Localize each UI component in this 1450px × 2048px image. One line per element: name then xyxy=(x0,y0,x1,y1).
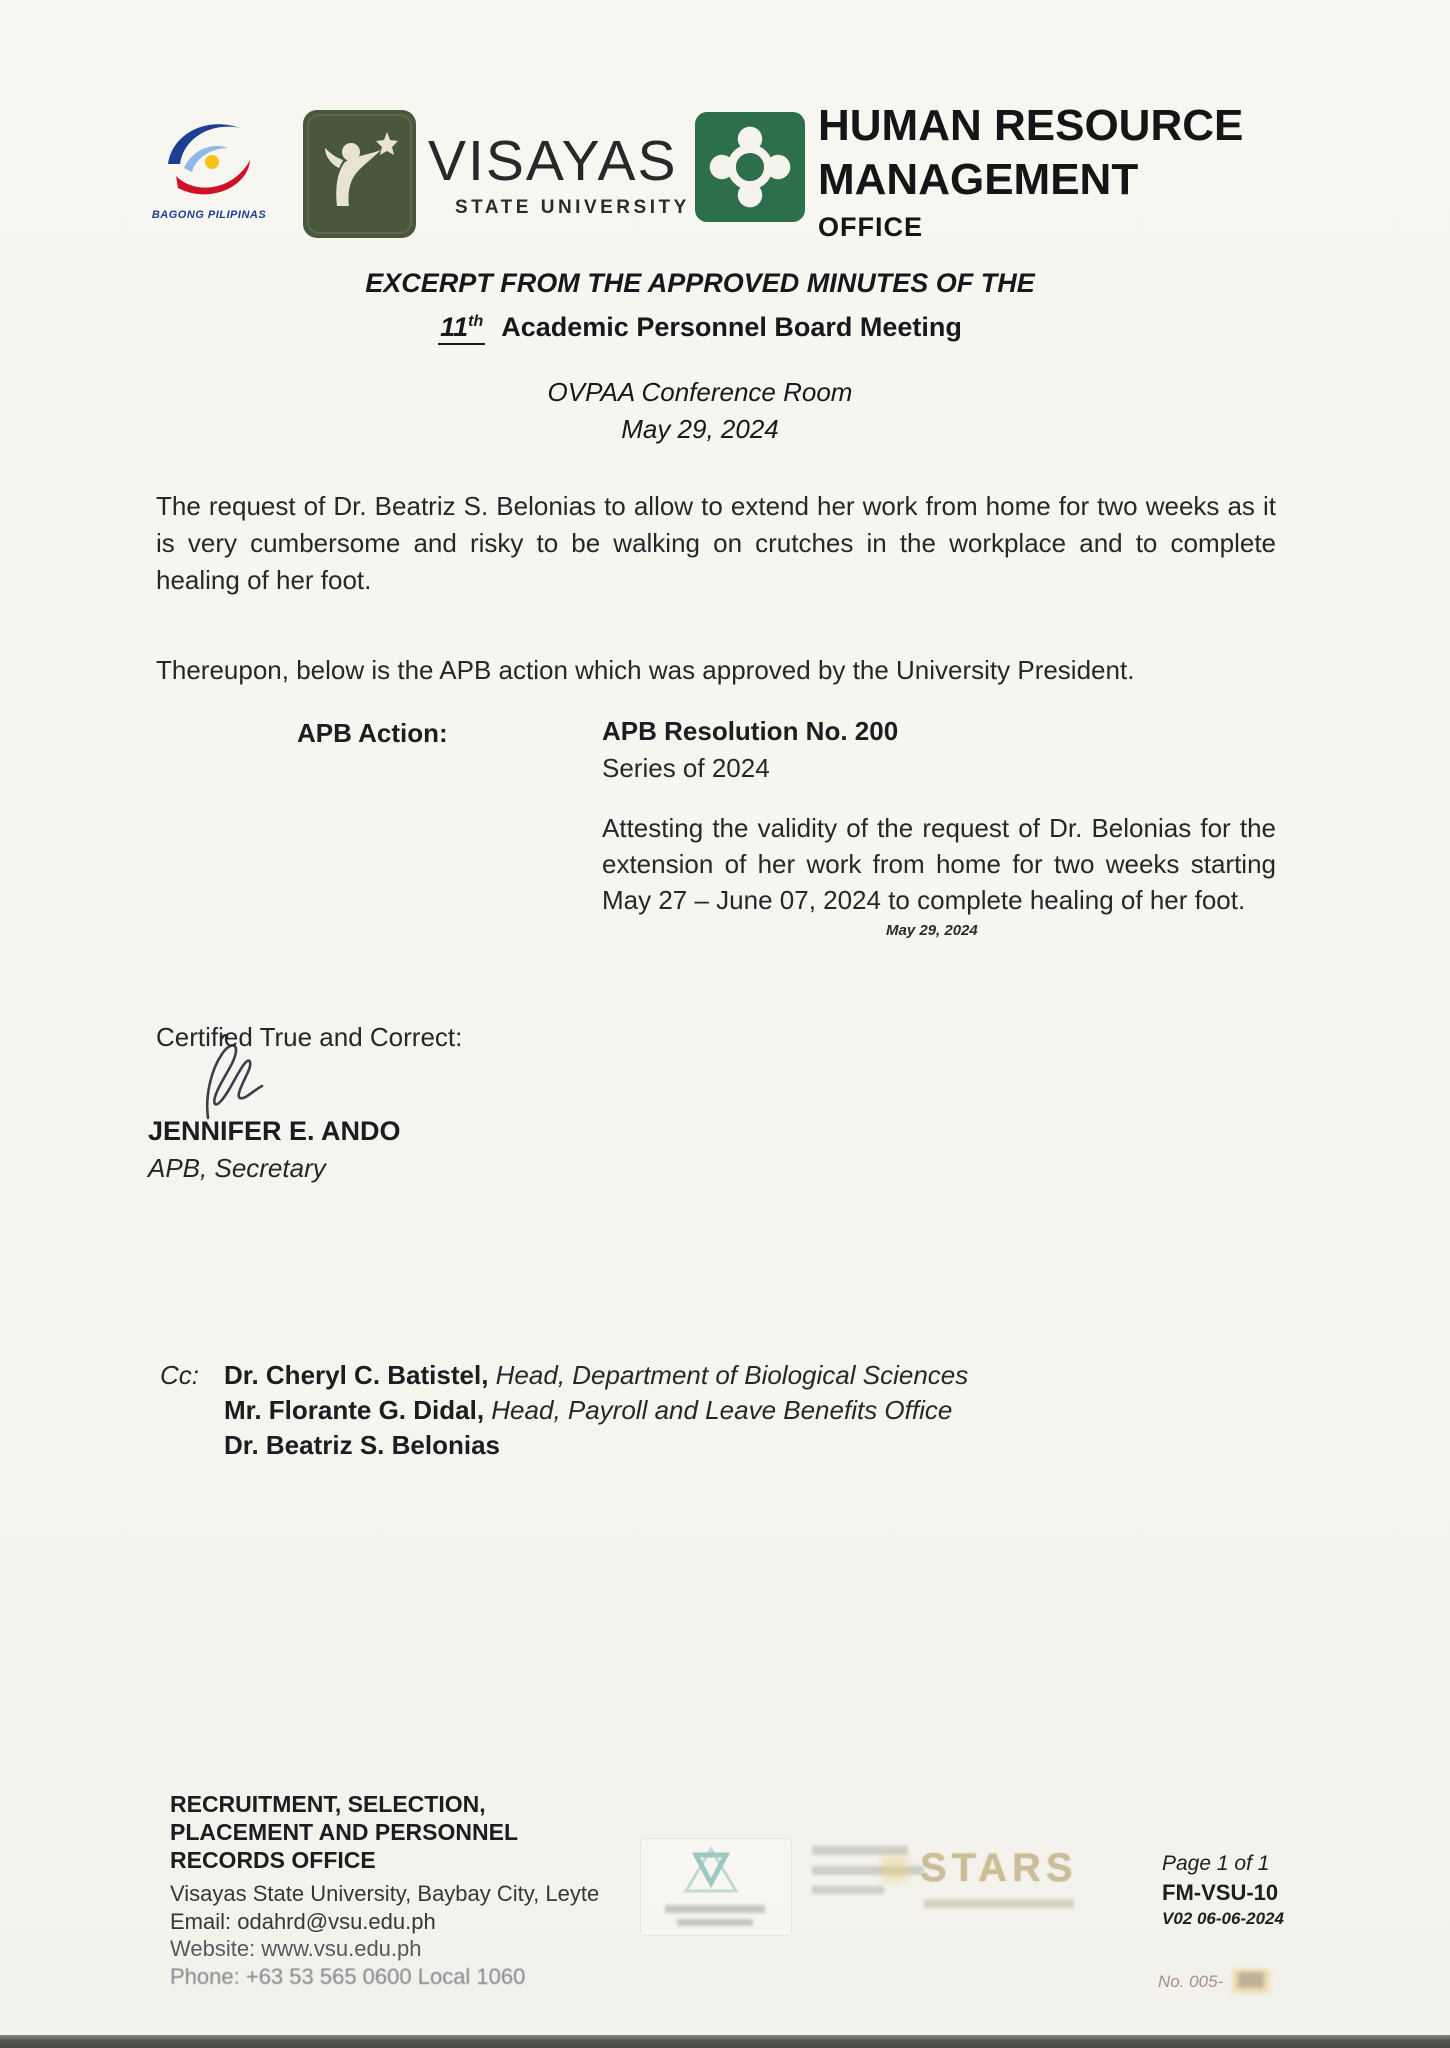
meeting-date: May 29, 2024 xyxy=(621,414,779,444)
body-paragraph-1: The request of Dr. Beatriz S. Belonias to allow to extend her work from home for two weeks as it is very cumbersome and risky to be walking on crutches in the workplace and to complete healing of her foot. xyxy=(156,491,1276,595)
certification-label: Certified True and Correct: xyxy=(156,1022,463,1052)
signature-icon xyxy=(178,1030,278,1130)
bagong-pilipinas-label: BAGONG PILIPINAS xyxy=(151,209,267,221)
certification-stamp-box xyxy=(640,1838,792,1936)
title-line-1: EXCERPT FROM THE APPROVED MINUTES OF THE xyxy=(365,268,1035,298)
footer-office-line1: RECRUITMENT, SELECTION, xyxy=(170,1791,486,1817)
meeting-name: Academic Personnel Board Meeting xyxy=(501,312,962,342)
footer-office-name xyxy=(170,1790,518,1874)
resolution-date: May 29, 2024 xyxy=(886,922,978,939)
stars-stamp-blob xyxy=(882,1856,908,1882)
form-code: FM-VSU-10 xyxy=(1162,1880,1279,1905)
cc-list xyxy=(224,1358,968,1463)
faded-text-bar xyxy=(812,1846,908,1855)
signatory-name: JENNIFER E. ANDO xyxy=(148,1116,401,1146)
page-number: Page 1 of 1 xyxy=(1162,1852,1270,1875)
cc-entry-name: Dr. Beatriz S. Belonias xyxy=(224,1430,500,1460)
footer-address: Visayas State University, Baybay City, Leyte xyxy=(170,1881,600,1906)
signature-scribble xyxy=(178,1030,278,1135)
cc-section xyxy=(160,1358,968,1463)
apb-resolution-block xyxy=(602,716,1276,939)
hrmo-title-line1: HUMAN RESOURCE xyxy=(818,101,1244,150)
cc-label: Cc: xyxy=(160,1360,199,1390)
cc-entry-role: Head, Payroll and Leave Benefits Office xyxy=(491,1395,953,1425)
cc-entry xyxy=(224,1393,968,1428)
hrmo-icon xyxy=(695,112,805,222)
faded-text-bar xyxy=(812,1886,884,1894)
bagong-pilipinas-icon xyxy=(154,106,264,202)
resolution-title: APB Resolution No. 200 xyxy=(602,716,899,746)
form-version: V02 06-06-2024 xyxy=(1162,1909,1284,1928)
cc-entry xyxy=(224,1428,968,1463)
vsu-wordmark: VISAYAS xyxy=(428,129,678,193)
hrmo-title-line2: MANAGEMENT xyxy=(818,155,1139,204)
footer-contact-block xyxy=(170,1880,599,1990)
resolution-text: Attesting the validity of the request of Dr. Belonias for the extension of her work from home for two weeks starting May 27 – June 07, 2024 to complete healing of her foot. xyxy=(602,813,1276,915)
control-number xyxy=(1158,1972,1223,1992)
stars-stamp-label: STARS xyxy=(920,1846,1078,1890)
form-info-block xyxy=(1162,1852,1352,1929)
resolution-series: Series of 2024 xyxy=(602,753,770,783)
footer-website: Website: www.vsu.edu.ph xyxy=(170,1936,422,1961)
cc-entry-name: Mr. Florante G. Didal, xyxy=(224,1395,485,1425)
meeting-venue: OVPAA Conference Room xyxy=(547,377,853,407)
vsu-seal-icon xyxy=(303,110,416,238)
footer-email: Email: odahrd@vsu.edu.ph xyxy=(170,1908,436,1934)
cc-entry xyxy=(224,1358,968,1393)
meeting-number-value: 11 xyxy=(440,312,469,342)
meeting-number xyxy=(438,312,485,345)
footer-office-line3: RECORDS OFFICE xyxy=(170,1847,376,1873)
control-number-label: No. 005- xyxy=(1158,1972,1224,1991)
cc-entry-role: Head, Department of Biological Sciences xyxy=(495,1360,969,1390)
scan-bottom-edge xyxy=(0,2035,1450,2048)
footer-office-line2: PLACEMENT AND PERSONNEL xyxy=(170,1819,518,1845)
footer-phone: Phone: +63 53 565 0600 Local 1060 xyxy=(170,1963,526,1989)
hrmo-logo xyxy=(695,112,805,227)
bagong-pilipinas-logo xyxy=(148,106,270,221)
stars-stamp xyxy=(920,1846,1078,1908)
hrmo-title-line3: OFFICE xyxy=(818,212,923,242)
body-paragraph-2: Thereupon, below is the APB action which was approved by the University President. xyxy=(156,655,1135,685)
meeting-ordinal: th xyxy=(468,313,484,330)
vsu-wordmark-sub: STATE UNIVERSITY xyxy=(455,197,690,218)
stars-stamp-subtitle-smudge xyxy=(924,1899,1074,1908)
control-number-handwriting xyxy=(1238,1972,1264,1988)
apb-action-label: APB Action: xyxy=(297,718,448,748)
title-line-2 xyxy=(0,312,1400,343)
cc-entry-name: Dr. Cheryl C. Batistel, xyxy=(224,1360,489,1390)
certification-stamp xyxy=(640,1838,800,1936)
vsu-seal xyxy=(303,110,416,243)
signatory-title: APB, Secretary xyxy=(148,1153,326,1183)
document-title xyxy=(0,268,1400,445)
